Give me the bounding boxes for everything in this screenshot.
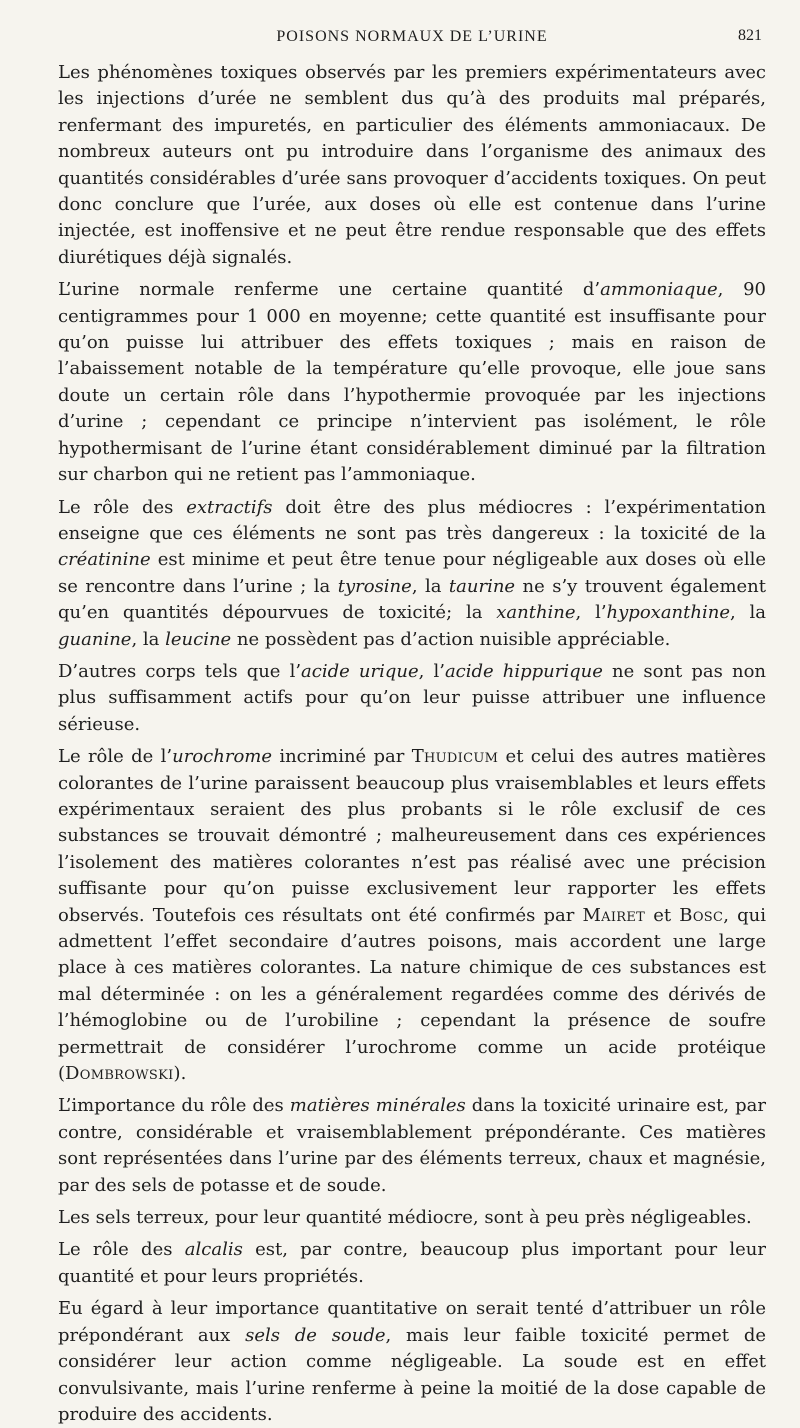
term-taurine: taurine xyxy=(448,575,516,597)
text-run: ne s’y trouvent également qu’en quantités dépourvues de toxicité; la xyxy=(58,575,766,624)
text-run: , la xyxy=(729,602,766,624)
text-run: , la xyxy=(131,628,166,650)
text-run: Le rôle des xyxy=(58,1239,185,1261)
paragraph-urea xyxy=(58,60,766,271)
text-run: ne sont pas non plus suffisamment actifs pour qu’on leur puisse attribuer une influence sérieuse. xyxy=(58,660,766,735)
term-ammoniaque: ammoniaque xyxy=(600,279,718,301)
term-creatinine: créatinine xyxy=(58,549,151,571)
term-guanine: guanine xyxy=(58,628,132,650)
text-run: L’urine normale renferme une certaine quantité d’ xyxy=(58,279,601,301)
body-text xyxy=(58,60,766,1428)
author-mairet: Mairet xyxy=(582,904,646,926)
text-run: incriminé par xyxy=(272,746,412,768)
text-run: doit être des plus médiocres : l’expérimentation enseigne que ces éléments ne sont pas très dangereux : la toxicité de la xyxy=(58,496,766,544)
paragraph-text: Les sels terreux, pour leur quantité médiocre, sont à peu près négligeables. xyxy=(58,1207,752,1229)
paragraph-ammonia xyxy=(58,277,766,488)
text-run: dans la toxicité urinaire est, par contre, considérable et vraisemblablement prépondérante. Ces matières sont représentées dans l’urine par des éléments terreux, chaux et magnésie, par des sels de potasse et de soude. xyxy=(58,1095,766,1196)
text-run: Le rôle de l’ xyxy=(58,746,173,768)
term-tyrosine: tyrosine xyxy=(337,575,412,597)
term-urochrome: urochrome xyxy=(172,746,272,768)
text-run: , l’ xyxy=(575,602,607,624)
term-acide-hippurique: acide hippurique xyxy=(444,660,603,682)
text-run: , mais leur faible toxicité permet de considérer leur action comme négligeable. La soude est en effet convulsivante, mais l’urine renferme à peine la moitié de la dose capable de produire des accidents. xyxy=(58,1324,766,1425)
author-dombrowski: Dombrowski xyxy=(65,1063,174,1085)
page-number: 821 xyxy=(738,27,762,44)
text-run: et xyxy=(645,904,680,926)
text-run: et celui des autres matières colorantes de l’urine paraissent beaucoup plus vraisemblables et leurs effets expérimentaux seraient des plus probants si le rôle exclusif de ces substances se trouvait démontré ; malheureusement dans ces expériences l’isolement des matières colorantes n’est pas réalisé avec une précision suffisante pour qu’on puisse exclusivement leur rapporter les effets observés. Toutefois ces résultats ont été confirmés par xyxy=(58,746,767,926)
text-run: Eu égard à leur importance quantitative on serait tenté d’attribuer un rôle prépondérant aux xyxy=(58,1298,766,1346)
paragraph-urochrome xyxy=(58,744,766,1087)
text-run: ). xyxy=(173,1063,187,1085)
term-leucine: leucine xyxy=(165,628,232,650)
term-sels-de-soude: sels de soude xyxy=(245,1324,386,1346)
term-matieres-minerales: matières minérales xyxy=(289,1095,466,1117)
text-run: est minime et peut être tenue pour négligeable aux doses où elle se rencontre dans l’urine ; la xyxy=(58,549,766,597)
text-run: , 90 centigrammes pour 1 000 en moyenne; cette quantité est insuffisante pour qu’on puisse lui attribuer des effets toxiques ; mais en raison de l’abaissement notable de la température qu’elle provoque, elle joue sans doute un certain rôle dans l’hypothermie provoquée par les injections d’urine ; cependant ce principe n’intervient pas isolément, le rôle hypothermisant de l’urine étant considérablement diminué par la filtration sur charbon qui ne retient pas l’ammoniaque. xyxy=(58,279,766,486)
author-bosc: Bosc xyxy=(679,904,724,926)
paragraph-text: Les phénomènes toxiques observés par les premiers expérimentateurs avec les injections d’urée ne semblent dus qu’à des produits mal préparés, renfermant des impuretés, en particulier des éléments ammoniacaux. De nombreux auteurs ont pu introduire dans l’organisme des animaux des quantités considérables d’urée sans provoquer d’accidents toxiques. On peut donc conclure que l’urée, aux doses où elle est contenue dans l’urine injectée, est inoffensive et ne peut être rendue responsable que des effets diurétiques déjà signalés. xyxy=(58,62,766,268)
paragraph-soda-salts xyxy=(58,1296,766,1428)
text-run: ne possèdent pas d’action nuisible appréciable. xyxy=(231,628,671,650)
text-run: , qui admettent l’effet secondaire d’autres poisons, mais accordent une large place à ces matières colorantes. La nature chimique de ces substances est mal déterminée : on les a généralement regardées comme des dérivés de l’hémoglobine ou de l’urobiline ; cependant la présence de soufre permettrait de considérer l’urochrome comme un acide protéique ( xyxy=(58,904,766,1085)
text-run: , la xyxy=(411,575,449,597)
term-hypoxanthine: hypoxanthine xyxy=(606,602,730,624)
text-run: , l’ xyxy=(418,660,445,682)
paragraph-minerals xyxy=(58,1093,766,1199)
term-acide-urique: acide urique xyxy=(301,660,419,682)
text-run: L’importance du rôle des xyxy=(58,1095,290,1117)
paragraph-extractives xyxy=(58,495,766,653)
paragraph-earthy-salts xyxy=(58,1205,766,1231)
author-thudicum: Thudicum xyxy=(411,746,499,768)
term-extractifs: extractifs xyxy=(186,496,273,518)
term-xanthine: xanthine xyxy=(496,602,576,624)
text-run: Le rôle des xyxy=(58,496,187,518)
term-alcalis: alcalis xyxy=(184,1239,243,1261)
text-run: est, par contre, beaucoup plus important pour leur quantité et pour leurs propriétés. xyxy=(58,1239,766,1287)
paragraph-alkalis xyxy=(58,1237,766,1290)
text-run: D’autres corps tels que l’ xyxy=(58,660,302,682)
running-head: POISONS NORMAUX DE L’URINE xyxy=(276,28,548,45)
paragraph-acids xyxy=(58,659,766,738)
page-header xyxy=(58,24,766,60)
